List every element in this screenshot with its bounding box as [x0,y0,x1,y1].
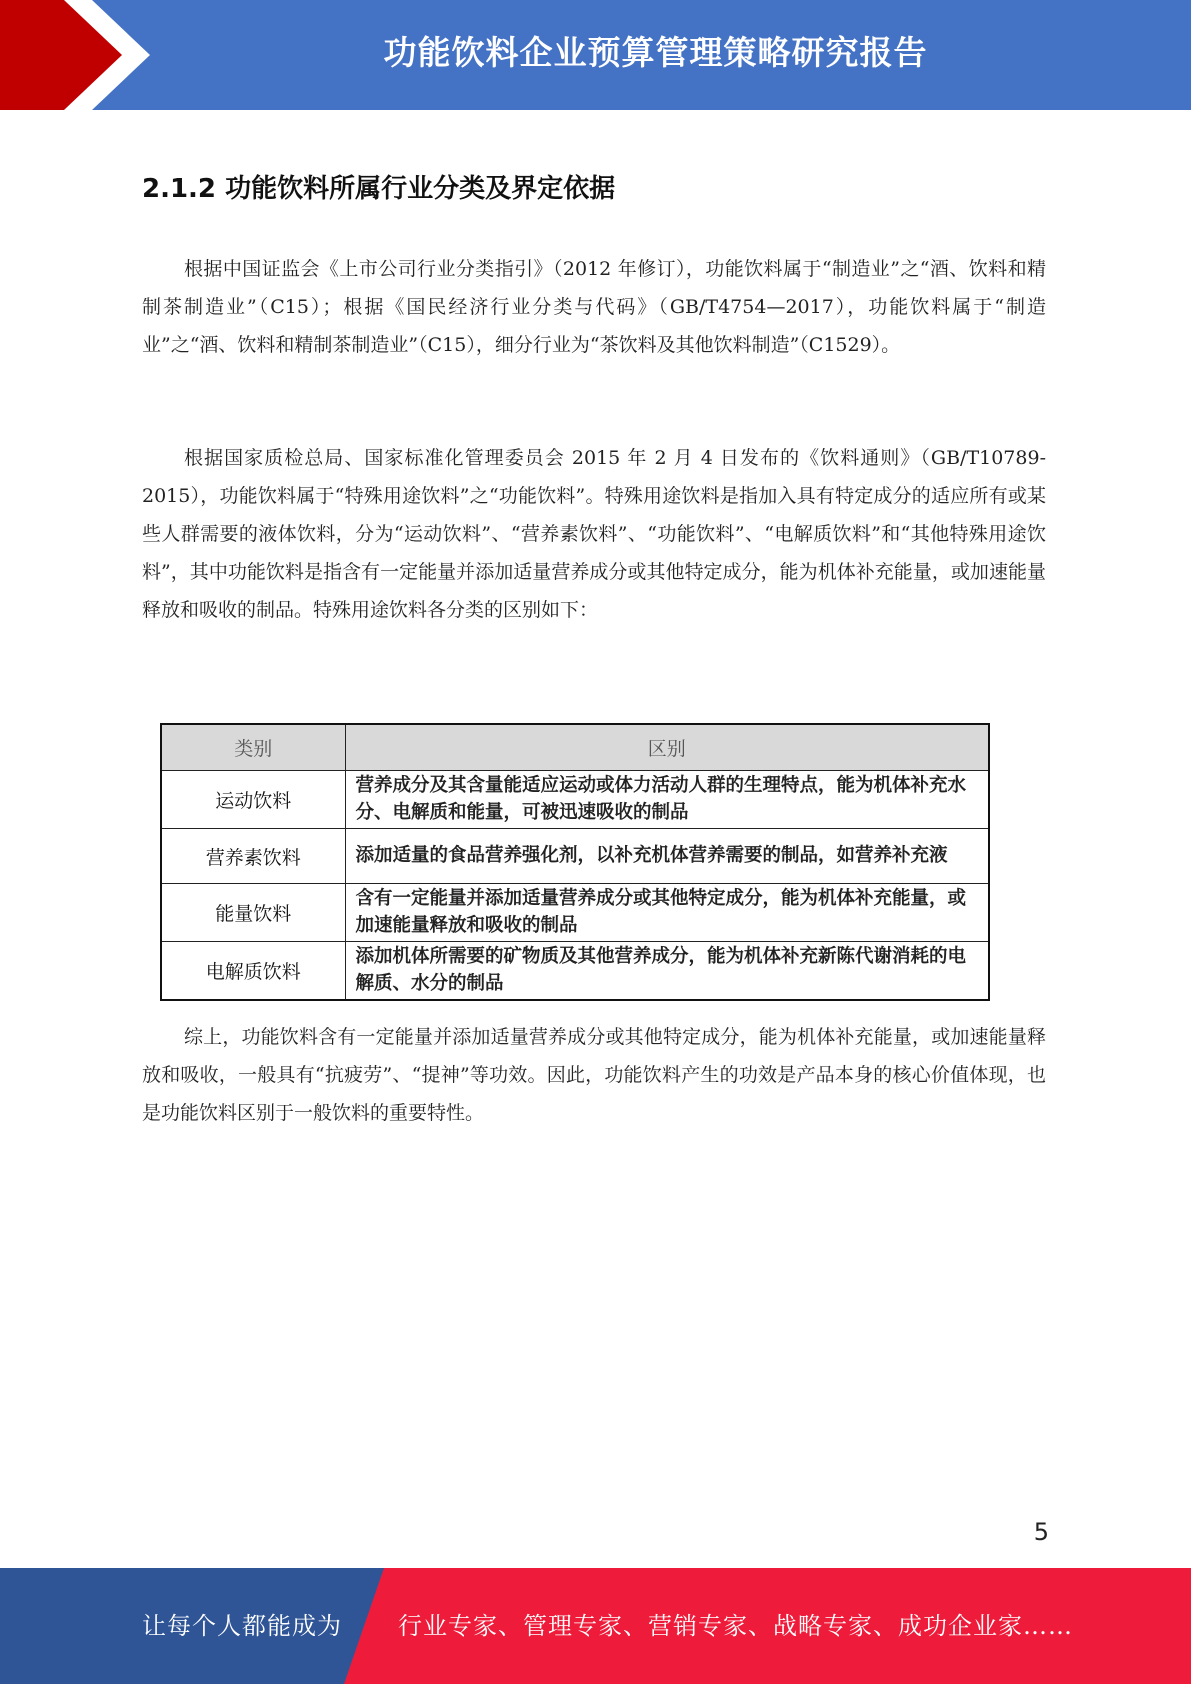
table-cell-category: 电解质饮料 [161,942,345,1001]
footer-slogan-lead: 让每个人都能成为 [142,1612,342,1640]
page-number: 5 [1033,1518,1049,1546]
table-header-row [161,724,989,771]
table-cell-category: 营养素饮料 [161,829,345,884]
document-title: 功能饮料企业预算管理策略研究报告 [383,33,928,72]
table-header-difference: 区别 [345,724,989,771]
classification-table [160,723,990,1001]
classification-table-wrapper [160,723,990,1001]
paragraph-industry-classification: 根据中国证监会《上市公司行业分类指引》（2012 年修订），功能饮料属于“制造业”之“酒、饮料和精制茶制造业”（C15）；根据《国民经济行业分类与代码》（GB/T4754—2017），功能饮料属于“制造业”之“酒、饮料和精制茶制造业”（C15），细分行业为“茶饮料及其他饮料制造”（C1529）。 [142,258,1046,356]
table-row [161,884,989,942]
table-cell-description: 营养成分及其含量能适应运动或体力活动人群的生理特点，能为机体补充水分、电解质和能量，可被迅速吸收的制品 [345,771,989,829]
table-cell-description: 含有一定能量并添加适量营养成分或其他特定成分，能为机体补充能量，或加速能量释放和吸收的制品 [345,884,989,942]
table-cell-category: 能量饮料 [161,884,345,942]
paragraph-summary: 综上，功能饮料含有一定能量并添加适量营养成分或其他特定成分，能为机体补充能量，或加速能量释放和吸收，一般具有“抗疲劳”、“提神”等功效。因此，功能饮料产生的功效是产品本身的核心价值体现，也是功能饮料区别于一般饮料的重要特性。 [142,1026,1046,1124]
table-cell-category: 运动饮料 [161,771,345,829]
table-row [161,942,989,1001]
section-heading: 2.1.2 功能饮料所属行业分类及界定依据 [142,174,616,204]
footer-slogan-roles: 行业专家、管理专家、营销专家、战略专家、成功企业家…… [398,1612,1073,1640]
table-header-category: 类别 [161,724,345,771]
paragraph-beverage-standard: 根据国家质检总局、国家标准化管理委员会 2015 年 2 月 4 日发布的《饮料通则》（GB/T10789-2015），功能饮料属于“特殊用途饮料”之“功能饮料”。特殊用途饮料是指加入具有特定成分的适应所有或某些人群需要的液体饮料，分为“运动饮料”、“营养素饮料”、“功能饮料”、“电解质饮料”和“其他特殊用途饮料”，其中功能饮料是指含有一定能量并添加适量营养成分或其他特定成分，能为机体补充能量，或加速能量释放和吸收的制品。特殊用途饮料各分类的区别如下： [142,447,1046,621]
table-row [161,829,989,884]
table-cell-description: 添加机体所需要的矿物质及其他营养成分，能为机体补充新陈代谢消耗的电解质、水分的制品 [345,942,989,1001]
header-arrow-decoration [0,0,160,110]
page-footer [0,1568,1191,1684]
table-cell-description: 添加适量的食品营养强化剂，以补充机体营养需要的制品，如营养补充液 [345,829,989,884]
page-header [0,0,1191,110]
table-row [161,771,989,829]
